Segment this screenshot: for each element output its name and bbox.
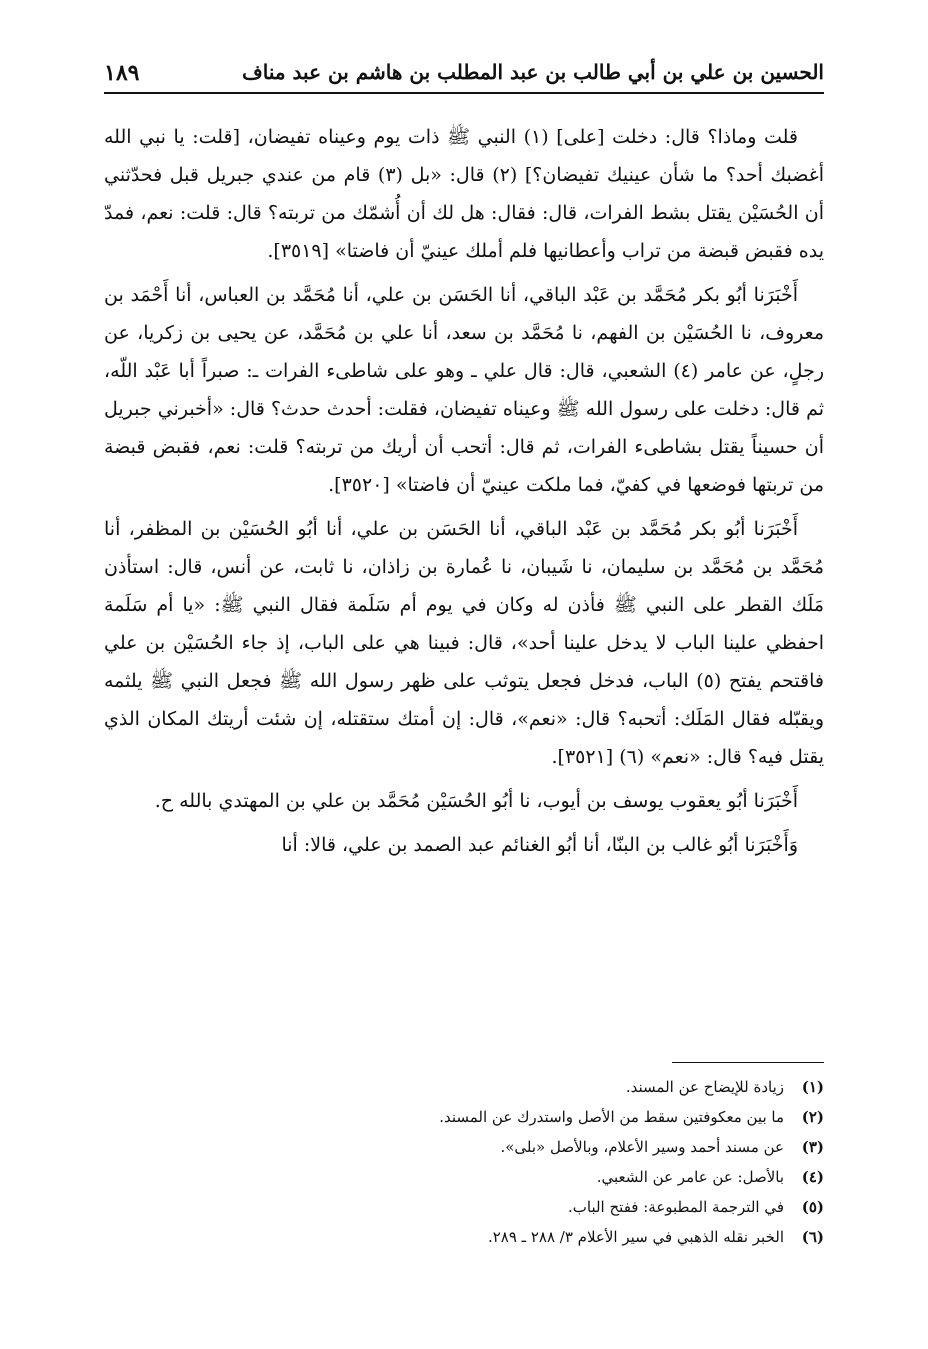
footnotes — [300, 1072, 824, 1252]
footnote-number: (٦) — [801, 1228, 824, 1246]
running-title: الحسين بن علي بن أبي طالب بن عبد المطلب بن هاشم بن عبد مناف — [242, 60, 824, 84]
footnote-text: بالأصل: عن عامر عن الشعبي. — [596, 1168, 784, 1186]
footnote-number: (٣) — [801, 1138, 824, 1156]
paragraph: أَخْبَرَنا أبُو يعقوب يوسف بن أيوب، نا أبُو الحُسَيْن مُحَمَّد بن علي بن المهتدي بالله ح. — [154, 790, 798, 812]
footnote-text: الخبر نقله الذهبي في سير الأعلام ٣/ ٢٨٨ ـ ٢٨٩. — [487, 1228, 784, 1246]
footnote — [300, 1132, 824, 1162]
footnote — [300, 1072, 824, 1102]
footnote-number: (٥) — [801, 1198, 824, 1216]
footnote-number: (١) — [801, 1078, 824, 1096]
paragraph: وَأَخْبَرَنا أبُو غالب بن البنّا، أنا أبُو الغنائم عبد الصمد بن علي، قالا: أنا — [281, 834, 798, 856]
paragraph: أَخْبَرَنا أبُو بكر مُحَمَّد بن عَبْد الباقي، أنا الحَسَن بن علي، أنا أبُو الحُسَيْن بن المظفر، أنا مُحَمَّد بن مُحَمَّد بن سليمان، نا شَيبان، نا عُمارة بن زاذان، نا ثابت، عن أنس، قال: استأذن مَلَك القطر على النبي ﷺ فأذن له وكان في يوم أم سَلَمة فقال النبي ﷺ: «يا أم سَلَمة احفظي علينا الباب لا يدخل علينا أحد»، قال: فبينا هي على الباب، إذ جاء الحُسَيْن بن علي فاقتحم يفتح (٥) الباب، فدخل فجعل يتوثب على ظهر رسول الله ﷺ فجعل النبي ﷺ يلثمه ويقبّله فقال المَلَك: أتحبه؟ قال: «نعم»، قال: إن أمتك ستقتله، إن شئت أريتك المكان الذي يقتل فيه؟ قال: «نعم» (٦) [٣٥٢١]. — [104, 518, 824, 768]
running-header — [104, 54, 824, 94]
footnote-text: ما بين معكوفتين سقط من الأصل واستدرك عن المسند. — [439, 1108, 784, 1126]
footnote-separator — [672, 1062, 824, 1063]
footnote-text: زيادة للإيضاح عن المسند. — [625, 1078, 784, 1096]
footnote-text: في الترجمة المطبوعة: ففتح الباب. — [568, 1198, 784, 1216]
footnote — [300, 1162, 824, 1192]
footnote-number: (٤) — [801, 1168, 824, 1186]
body-text — [104, 118, 824, 870]
paragraph: قلت وماذا؟ قال: دخلت [على] (١) النبي ﷺ ذات يوم وعيناه تفيضان، [قلت: يا نبي الله أغضبك أحد؟ ما شأن عينيك تفيضان؟] (٢) قال: «بل (٣) قام من عندي جبريل قبل فحدّثني أن الحُسَيْن يقتل بشط الفرات، قال: فقال: هل لك أن أُشمّك من تربته؟ قال: قلت: نعم، فمدّ يده فقبض قبضة من تراب وأعطانيها فلم أملك عينيّ أن فاضتا» [٣٥١٩]. — [104, 126, 824, 262]
footnote — [300, 1192, 824, 1222]
paragraph: أَخْبَرَنا أبُو بكر مُحَمَّد بن عَبْد الباقي، أنا الحَسَن بن علي، أنا مُحَمَّد بن العباس، أنا أَحْمَد بن معروف، نا الحُسَيْن بن الفهم، نا مُحَمَّد بن سعد، أنا علي بن مُحَمَّد، عن يحيى بن زكريا، عن رجلٍ، عن عامر (٤) الشعبي، قال: قال علي ـ وهو على شاطىء الفرات ـ: صبراً أبا عَبْد اللّه، ثم قال: دخلت على رسول الله ﷺ وعيناه تفيضان، فقلت: أحدث حدث؟ قال: «أخبرني جبريل أن حسيناً يقتل بشاطىء الفرات، ثم قال: أتحب أن أريك من تربته؟ قلت: نعم، فقبض قبضة من تربتها فوضعها في كفيّ، فما ملكت عينيّ أن فاضتا» [٣٥٢٠]. — [104, 284, 824, 496]
footnote-number: (٢) — [801, 1108, 824, 1126]
footnote — [300, 1102, 824, 1132]
header-rule — [104, 92, 824, 94]
footnote — [300, 1222, 824, 1252]
page-number: ١٨٩ — [104, 60, 140, 86]
footnote-text: عن مسند أحمد وسير الأعلام، وبالأصل «بلى». — [500, 1138, 784, 1156]
